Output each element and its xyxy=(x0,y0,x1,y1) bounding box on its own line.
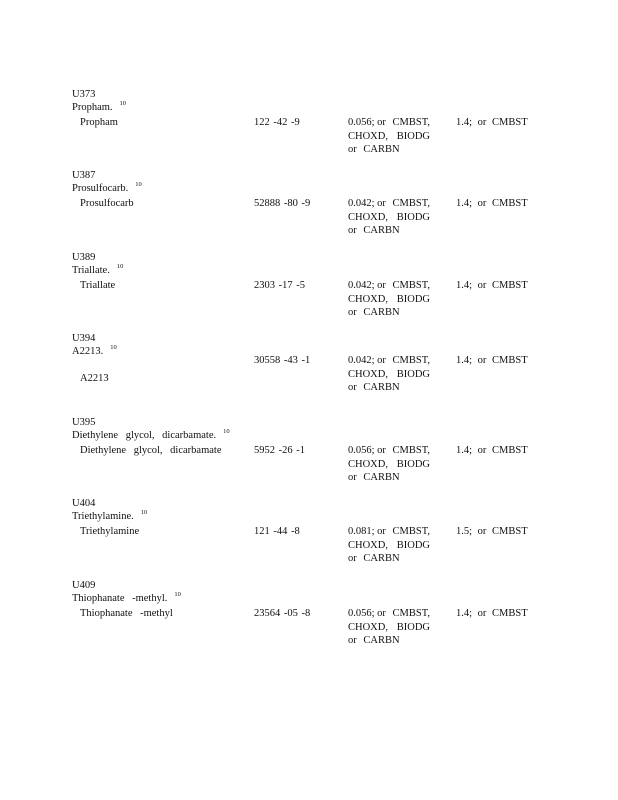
waste-title: Triethylamine. $^{10}$ xyxy=(72,509,148,522)
wastewater-standard: 0.056; or CMBST, CHOXD, BIODG or CARBN xyxy=(348,608,430,646)
cas-number: 2303 -17 -5 xyxy=(254,280,305,291)
cas-number: 122 -42 -9 xyxy=(254,117,300,128)
waste-entry xyxy=(72,251,542,327)
waste-code: U373 xyxy=(72,89,96,100)
wastewater-standard: 0.056; or CMBST, CHOXD, BIODG or CARBN xyxy=(348,117,430,155)
waste-title: Thiophanate -methyl. $^{10}$ xyxy=(72,591,181,604)
waste-title: Triallate. $^{10}$ xyxy=(72,263,124,276)
nonwastewater-standard: 1.5; or CMBST xyxy=(456,526,528,537)
cas-number: 5952 -26 -1 xyxy=(254,445,305,456)
constituent-name: Triallate xyxy=(80,280,116,291)
waste-entry xyxy=(72,579,542,655)
waste-entry xyxy=(72,497,542,573)
constituent-name: Diethylene glycol, dicarbamate xyxy=(80,445,222,456)
waste-title: Propham. $^{10}$ xyxy=(72,100,127,113)
waste-code: U395 xyxy=(72,417,96,428)
footnote-marker: 10 xyxy=(116,263,124,270)
nonwastewater-standard: 1.4; or CMBST xyxy=(456,445,528,456)
footnote-marker: 10 xyxy=(140,509,148,516)
cas-number: 121 -44 -8 xyxy=(254,526,300,537)
cas-number: 30558 -43 -1 xyxy=(254,355,311,366)
cas-number: 23564 -05 -8 xyxy=(254,608,311,619)
waste-code: U394 xyxy=(72,333,96,344)
wastewater-standard: 0.042; or CMBST, CHOXD, BIODG or CARBN xyxy=(348,198,430,236)
constituent-name: Triethylamine xyxy=(80,526,140,537)
nonwastewater-standard: 1.4; or CMBST xyxy=(456,198,528,209)
wastewater-standard: 0.056; or CMBST, CHOXD, BIODG or CARBN xyxy=(348,445,430,483)
wastewater-standard: 0.042; or CMBST, CHOXD, BIODG or CARBN xyxy=(348,355,430,393)
waste-title: A2213. $^{10}$ xyxy=(72,344,117,357)
footnote-marker: 10 xyxy=(119,100,127,107)
footnote-marker: 10 xyxy=(223,428,230,435)
footnote-marker: 10 xyxy=(110,344,117,351)
nonwastewater-standard: 1.4; or CMBST xyxy=(456,280,528,291)
waste-entry xyxy=(72,332,542,408)
waste-entry xyxy=(72,416,542,492)
waste-code: U409 xyxy=(72,580,96,591)
nonwastewater-standard: 1.4; or CMBST xyxy=(456,608,528,619)
waste-code: U387 xyxy=(72,170,96,181)
cas-number: 52888 -80 -9 xyxy=(254,198,311,209)
waste-code: U389 xyxy=(72,252,96,263)
waste-entry xyxy=(72,169,542,245)
waste-entry xyxy=(72,88,542,164)
constituent-name: Prosulfocarb xyxy=(80,198,134,209)
nonwastewater-standard: 1.4; or CMBST xyxy=(456,117,528,128)
waste-code: U404 xyxy=(72,498,96,509)
nonwastewater-standard: 1.4; or CMBST xyxy=(456,355,528,366)
constituent-name: Propham xyxy=(80,117,118,128)
footnote-marker: 10 xyxy=(174,591,181,598)
wastewater-standard: 0.042; or CMBST, CHOXD, BIODG or CARBN xyxy=(348,280,430,318)
waste-title: Prosulfocarb. $^{10}$ xyxy=(72,181,142,194)
wastewater-standard: 0.081; or CMBST, CHOXD, BIODG or CARBN xyxy=(348,526,430,564)
constituent-name: A2213 xyxy=(80,373,109,384)
waste-title: Diethylene glycol, dicarbamate. $^{10}$ xyxy=(72,428,230,441)
constituent-name: Thiophanate -methyl xyxy=(80,608,173,619)
footnote-marker: 10 xyxy=(135,181,142,188)
